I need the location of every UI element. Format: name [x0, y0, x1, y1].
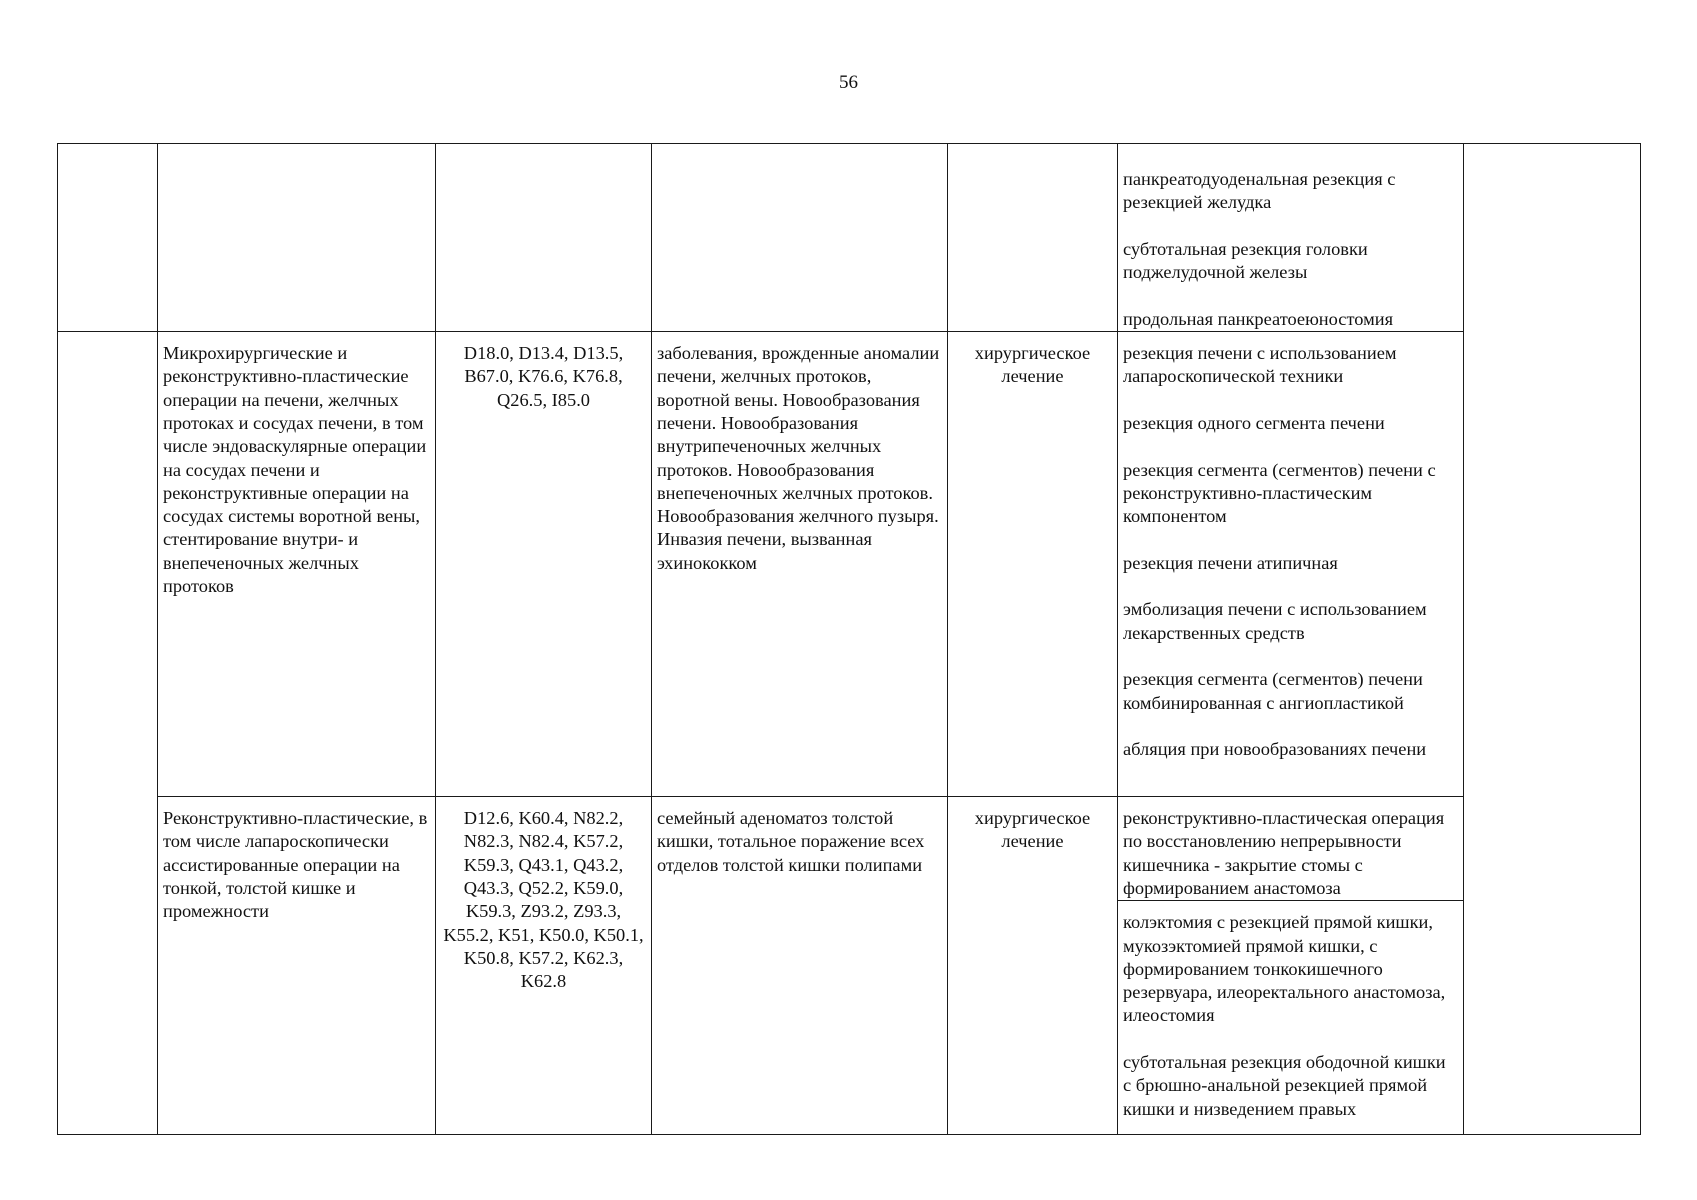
diagnosis-cell: семейный аденоматоз толстой кишки, тотальное поражение всех отделов толстой кишки полипами — [652, 797, 948, 1135]
procedures-cell — [1118, 797, 1464, 901]
treatment-cell: хирургическое лечение — [948, 797, 1118, 1135]
procedure-item: колэктомия с резекцией прямой кишки, мукозэктомией прямой кишки, с формированием тонкокишечного резервуара, илеоректального анастомоза, илеостомия — [1123, 912, 1446, 1026]
procedures-cell — [1118, 901, 1464, 1135]
procedure-item: резекция печени атипичная — [1123, 552, 1338, 573]
diagnosis-cell: заболевания, врожденные аномалии печени, желчных протоков, воротной вены. Новообразования печени. Новообразования внутрипеченочных желчных протоков. Новообразования внепеченочных желчных протоков. Новообразования желчного пузыря. Инвазия печени, вызванная эхинококком — [652, 332, 948, 797]
procedure-item: резекция одного сегмента печени — [1123, 412, 1385, 433]
table-row — [58, 797, 1641, 901]
row-number-cell — [58, 144, 158, 332]
title-cell: Реконструктивно-пластические, в том числе лапароскопически ассистированные операции на тонкой, толстой кишке и промежности — [158, 797, 436, 1135]
procedure-item: резекция сегмента (сегментов) печени комбинированная с ангиопластикой — [1123, 669, 1423, 713]
treatment-cell — [948, 144, 1118, 332]
page-number: 56 — [839, 72, 858, 93]
procedures-cell — [1118, 332, 1464, 797]
row-number-cell — [58, 332, 158, 1135]
procedure-item: эмболизация печени с использованием лекарственных средств — [1123, 599, 1427, 643]
table-row — [58, 144, 1641, 332]
table-row — [58, 332, 1641, 797]
codes-cell — [436, 144, 652, 332]
procedures-table — [57, 143, 1641, 1135]
codes-cell: D18.0, D13.4, D13.5, B67.0, K76.6, K76.8, Q26.5, I85.0 — [436, 332, 652, 797]
codes-cell: D12.6, K60.4, N82.2, N82.3, N82.4, K57.2, K59.3, Q43.1, Q43.2, Q43.3, Q52.2, K59.0, K59.3, Z93.2, Z93.3, K55.2, K51, K50.0, K50.1, K50.8, K57.2, K62.3, K62.8 — [436, 797, 652, 1135]
procedure-item: абляция при новообразованиях печени — [1123, 739, 1427, 760]
procedure-item: резекция печени с использованием лапароскопической техники — [1123, 343, 1397, 387]
title-cell — [158, 144, 436, 332]
procedure-item: резекция сегмента (сегментов) печени с реконструктивно-пластическим компонентом — [1123, 459, 1436, 527]
title-cell: Микрохирургические и реконструктивно-пластические операции на печени, желчных протоках и сосудах печени, в том числе эндоваскулярные операции на сосудах печени и реконструктивные операции на сосудах системы воротной вены, стентирование внутри- и внепеченочных желчных протоков — [158, 332, 436, 797]
diagnosis-cell — [652, 144, 948, 332]
procedure-item: реконструктивно-пластическая операция по восстановлению непрерывности кишечника - закрытие стомы с формированием анастомоза — [1123, 808, 1445, 898]
cost-cell — [1464, 144, 1641, 1135]
procedures-cell — [1118, 144, 1464, 332]
procedure-item: субтотальная резекция ободочной кишки с брюшно-анальной резекцией прямой кишки и низведением правых — [1123, 1052, 1446, 1119]
procedure-item: продольная панкреатоеюностомия — [1123, 308, 1394, 329]
procedure-item: панкреатодуоденальная резекция с резекцией желудка — [1123, 169, 1396, 213]
procedure-item: субтотальная резекция головки поджелудочной железы — [1123, 238, 1368, 283]
treatment-cell: хирургическое лечение — [948, 332, 1118, 797]
